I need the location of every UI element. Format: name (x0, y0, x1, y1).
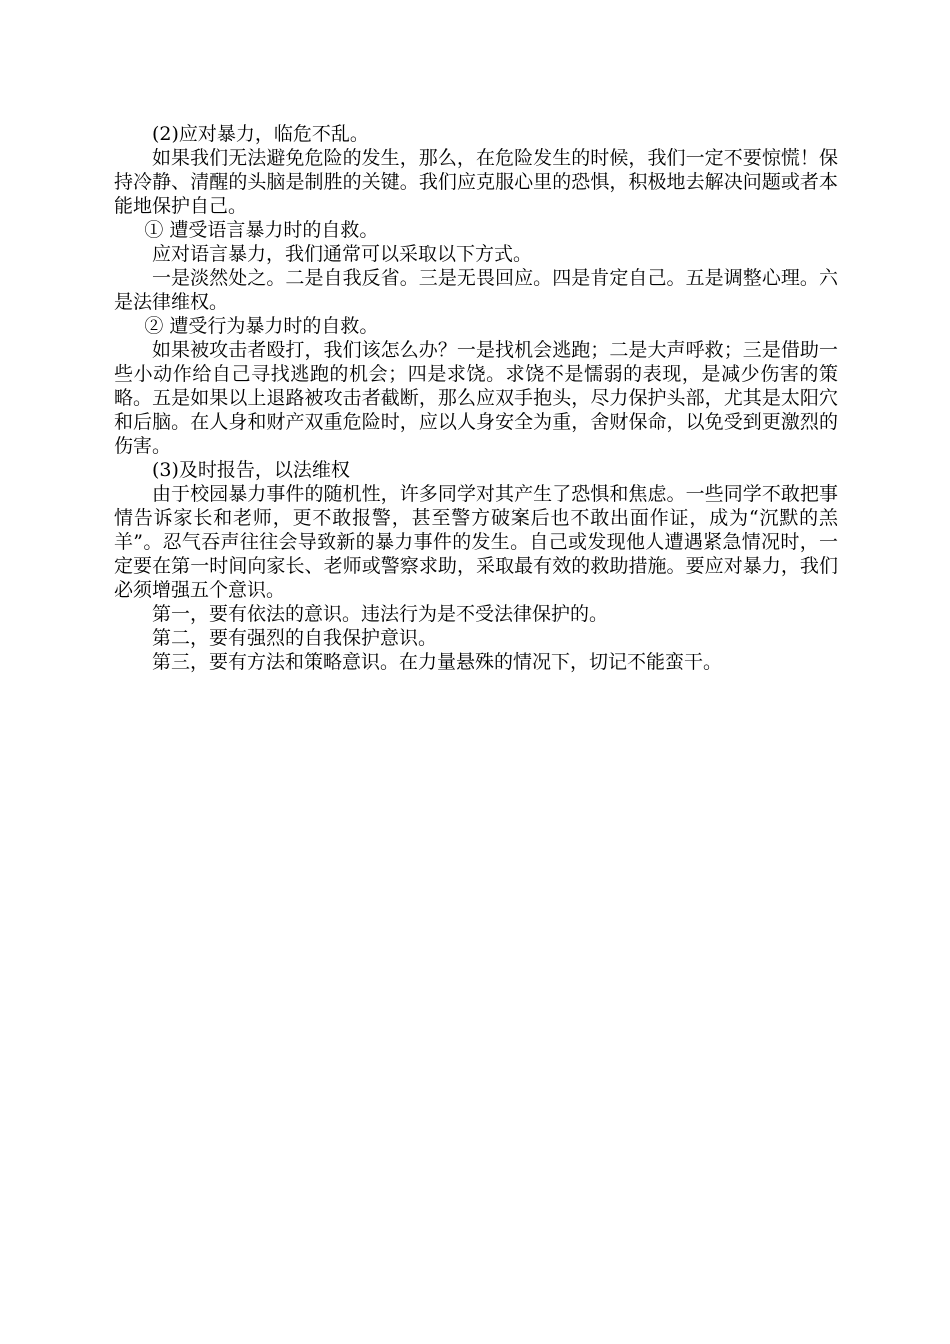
paragraph-physical-methods: 如果被攻击者殴打，我们该怎么办？一是找机会逃跑；二是大声呼救；三是借助一些小动作给自己寻找逃跑的机会；四是求饶。求饶不是懦弱的表现，是减少伤害的策略。五是如果以上退路被攻击者截断，那么应双手抱头，尽力保护头部，尤其是太阳穴和后脑。在人身和财产双重危险时，应以人身安全为重，舍财保命，以免受到更激烈的伤害。 (114, 339, 838, 457)
paragraph-third-awareness: 第三，要有方法和策略意识。在力量悬殊的情况下，切记不能蛮干。 (152, 651, 723, 673)
paragraph-verbal-intro: 应对语言暴力，我们通常可以采取以下方式。 (152, 243, 533, 265)
paragraph-second-awareness: 第二，要有强烈的自我保护意识。 (152, 627, 438, 649)
paragraph-verbal-methods: 一是淡然处之。二是自我反省。三是无畏回应。四是肯定自己。五是调整心理。六是法律维权。 (114, 267, 838, 313)
paragraph-first-awareness: 第一，要有依法的意识。违法行为是不受法律保护的。 (152, 603, 609, 625)
section-heading-respond-violence: (2)应对暴力，临危不乱。 (152, 123, 369, 145)
paragraph-stay-calm: 如果我们无法避免危险的发生，那么，在危险发生的时候，我们一定不要惊慌！保持冷静、清醒的头脑是制胜的关键。我们应克服心里的恐惧，积极地去解决问题或者本能地保护自己。 (114, 147, 838, 217)
subheading-physical-violence: ② 遭受行为暴力时的自救。 (144, 315, 379, 337)
document-body (114, 122, 838, 674)
subheading-verbal-violence: ① 遭受语言暴力时的自救。 (144, 219, 379, 241)
paragraph-report: 由于校园暴力事件的随机性，许多同学对其产生了恐惧和焦虑。一些同学不敢把事情告诉家长和老师，更不敢报警，甚至警方破案后也不敢出面作证，成为“沉默的羔羊”。忍气吞声往往会导致新的暴力事件的发生。自己或发现他人遭遇紧急情况时，一定要在第一时间向家长、老师或警察求助，采取最有效的救助措施。要应对暴力，我们必须增强五个意识。 (114, 483, 838, 601)
section-heading-report: (3)及时报告，以法维权 (152, 459, 350, 481)
